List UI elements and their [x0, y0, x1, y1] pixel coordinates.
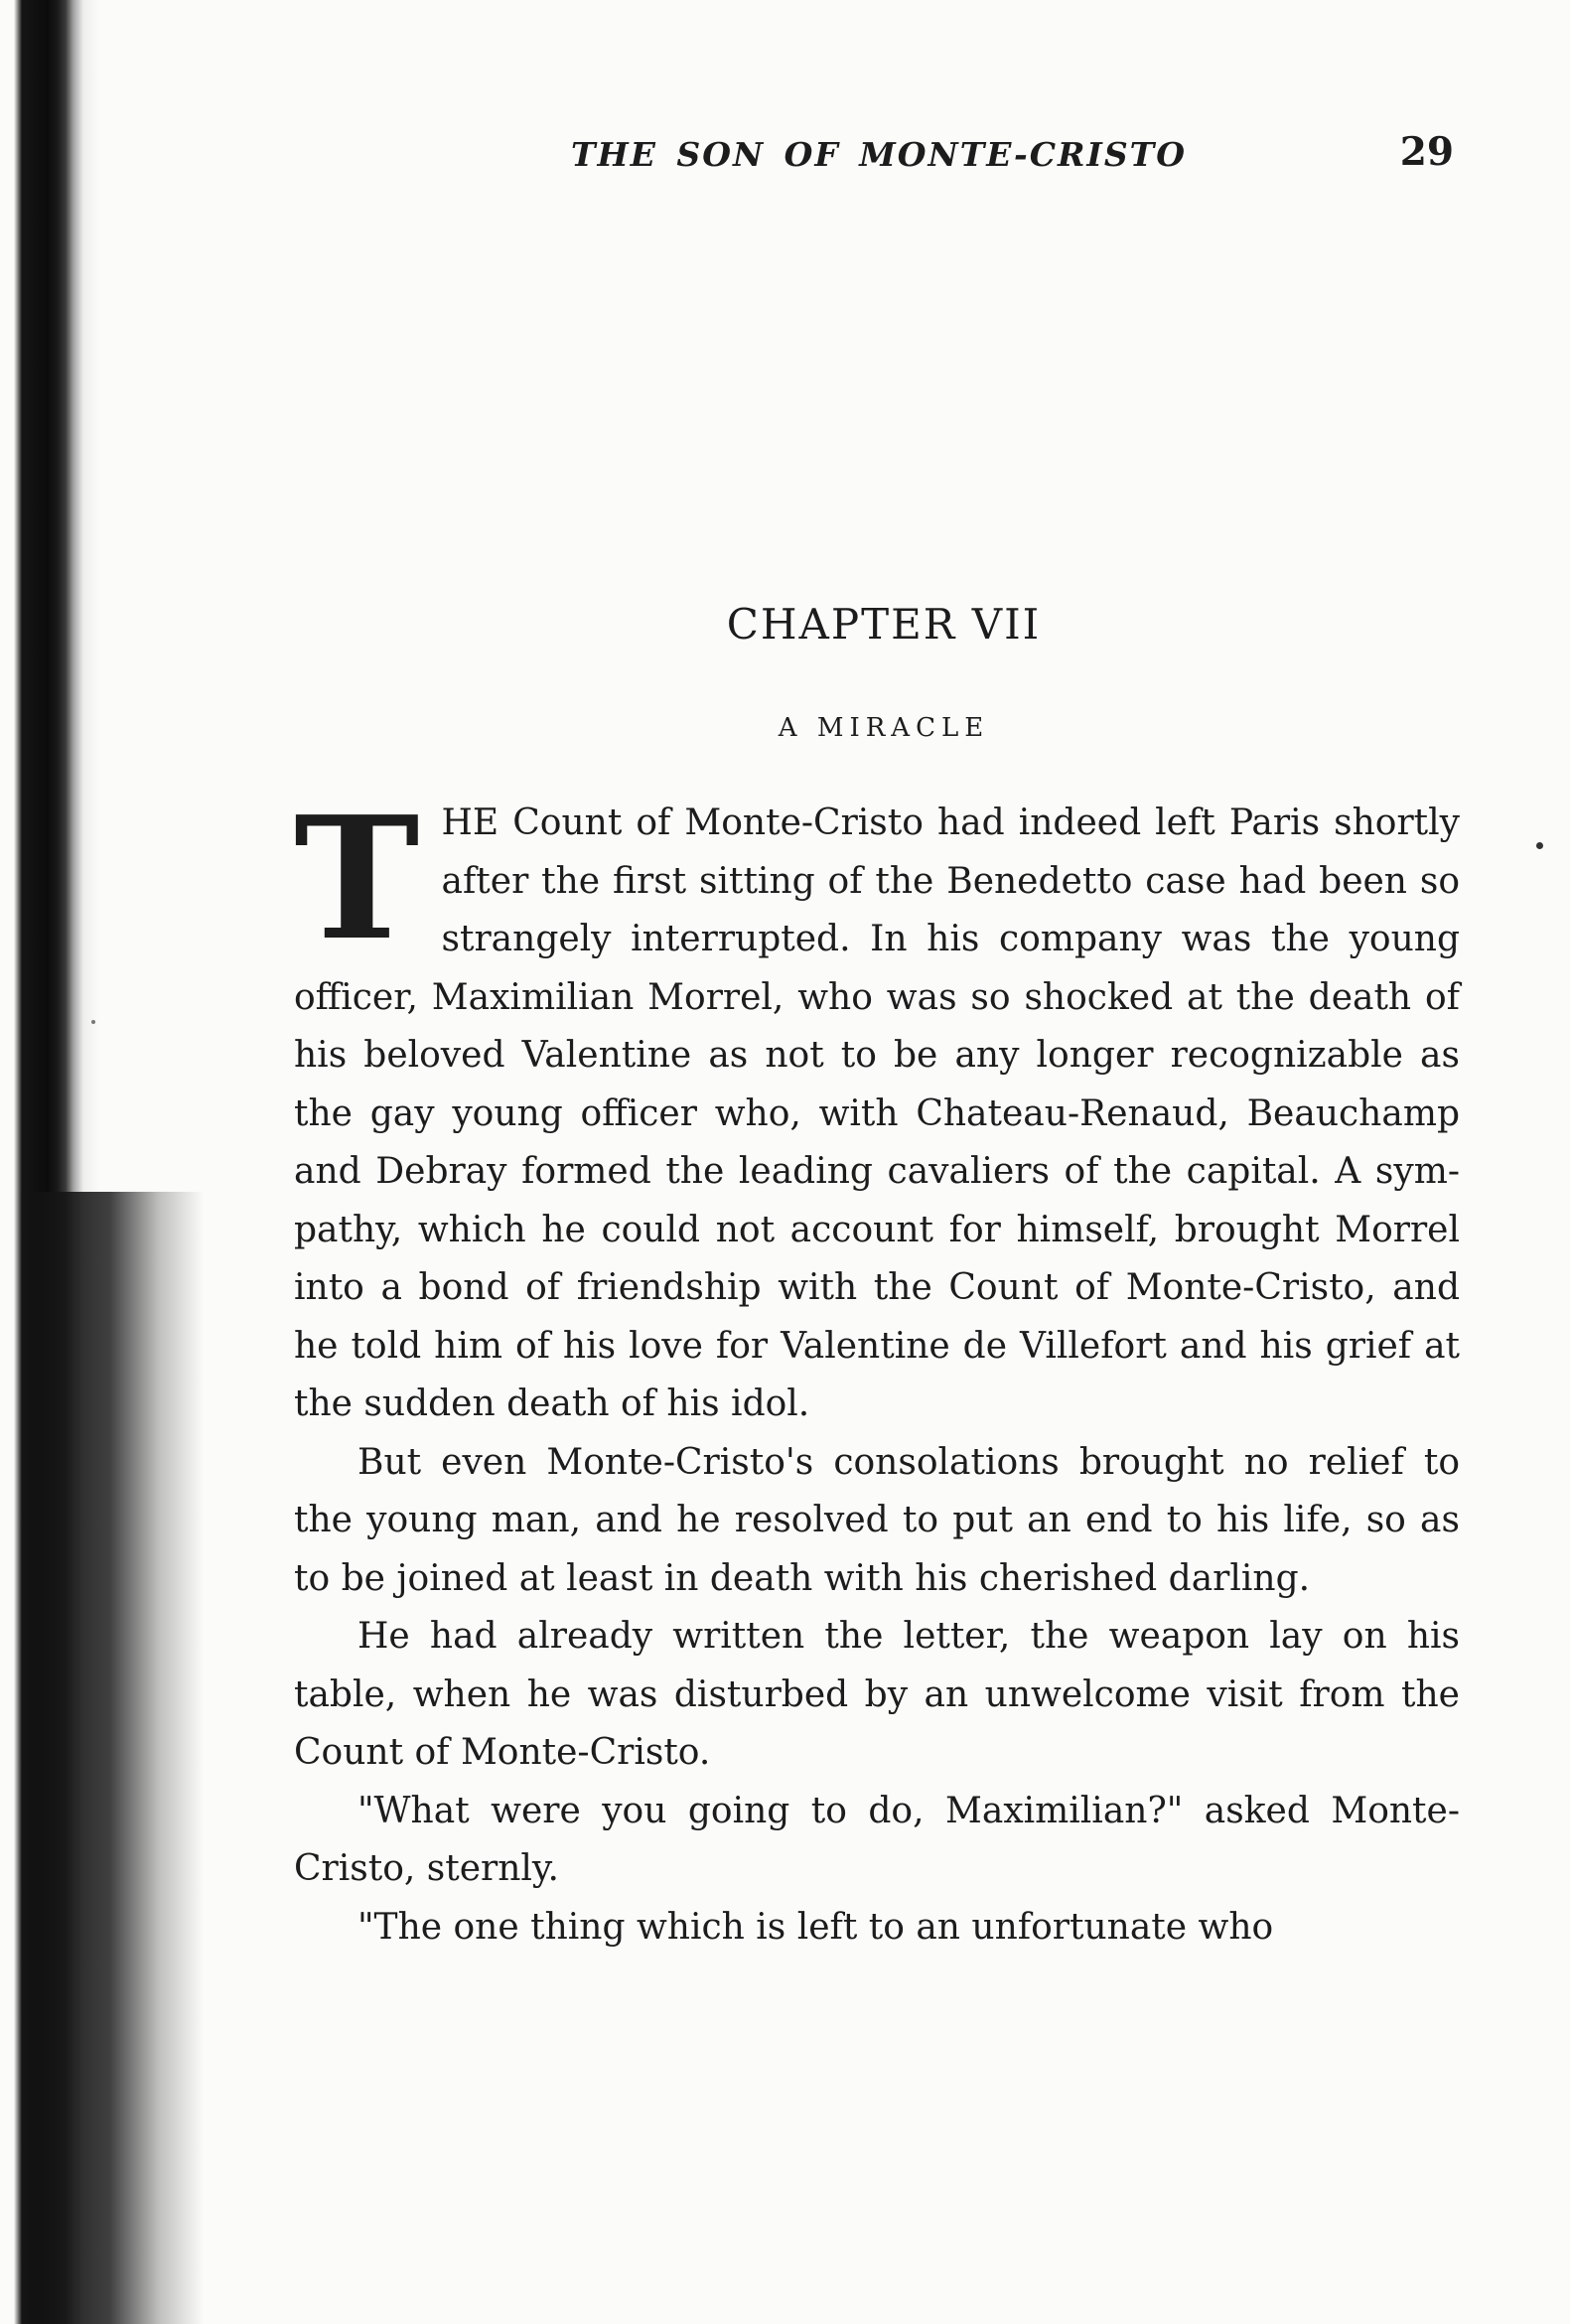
book-binding-shadow-lower [20, 1192, 218, 2324]
chapter-title: CHAPTER VII [726, 600, 1042, 649]
page-number: 29 [1399, 129, 1454, 175]
paragraph: "What were you going to do, Maximilian?" asked Monte-Cristo, sternly. [294, 1790, 1460, 1889]
paragraph-text: HE Count of Monte-Cristo had indeed left Paris shortly after the first sitting of the Benedetto case had been so strangely interrupted. In his company was the young officer, Maximilian Morrel, who was so shocked at the death of his beloved Valentine as not to be any longer recognizable as the gay young officer who, with Chateau-Renaud, Beauchamp and Debray formed the leading cavaliers of the capital. A sympathy, which he could not account for himself, brought Morrel into a bond of friendship with the Count of Monte-Cristo, and he told him of his love for Valentine de Villefort and his grief at the sudden death of his idol. [294, 802, 1460, 1424]
page-header [298, 129, 1460, 195]
paragraph: He had already written the letter, the weapon lay on his table, when he was disturbed by an unwelcome visit from the Count of Monte-Cristo. [294, 1616, 1460, 1773]
body-text [294, 780, 1460, 1957]
paragraph: "The one thing which is left to an unfortunate who [357, 1906, 1274, 1948]
drop-cap: T [294, 780, 420, 978]
paragraph: But even Monte-Cristo's consolations brought no relief to the young man, and he resolved to put an end to his life, so as to be joined at least in death with his cherished darling. [294, 1441, 1460, 1599]
print-speck [91, 1020, 95, 1024]
chapter-subtitle: A MIRACLE [778, 713, 990, 743]
print-speck [1536, 842, 1543, 849]
paragraph [294, 780, 1460, 1434]
running-title: THE SON OF MONTE-CRISTO [571, 135, 1187, 174]
